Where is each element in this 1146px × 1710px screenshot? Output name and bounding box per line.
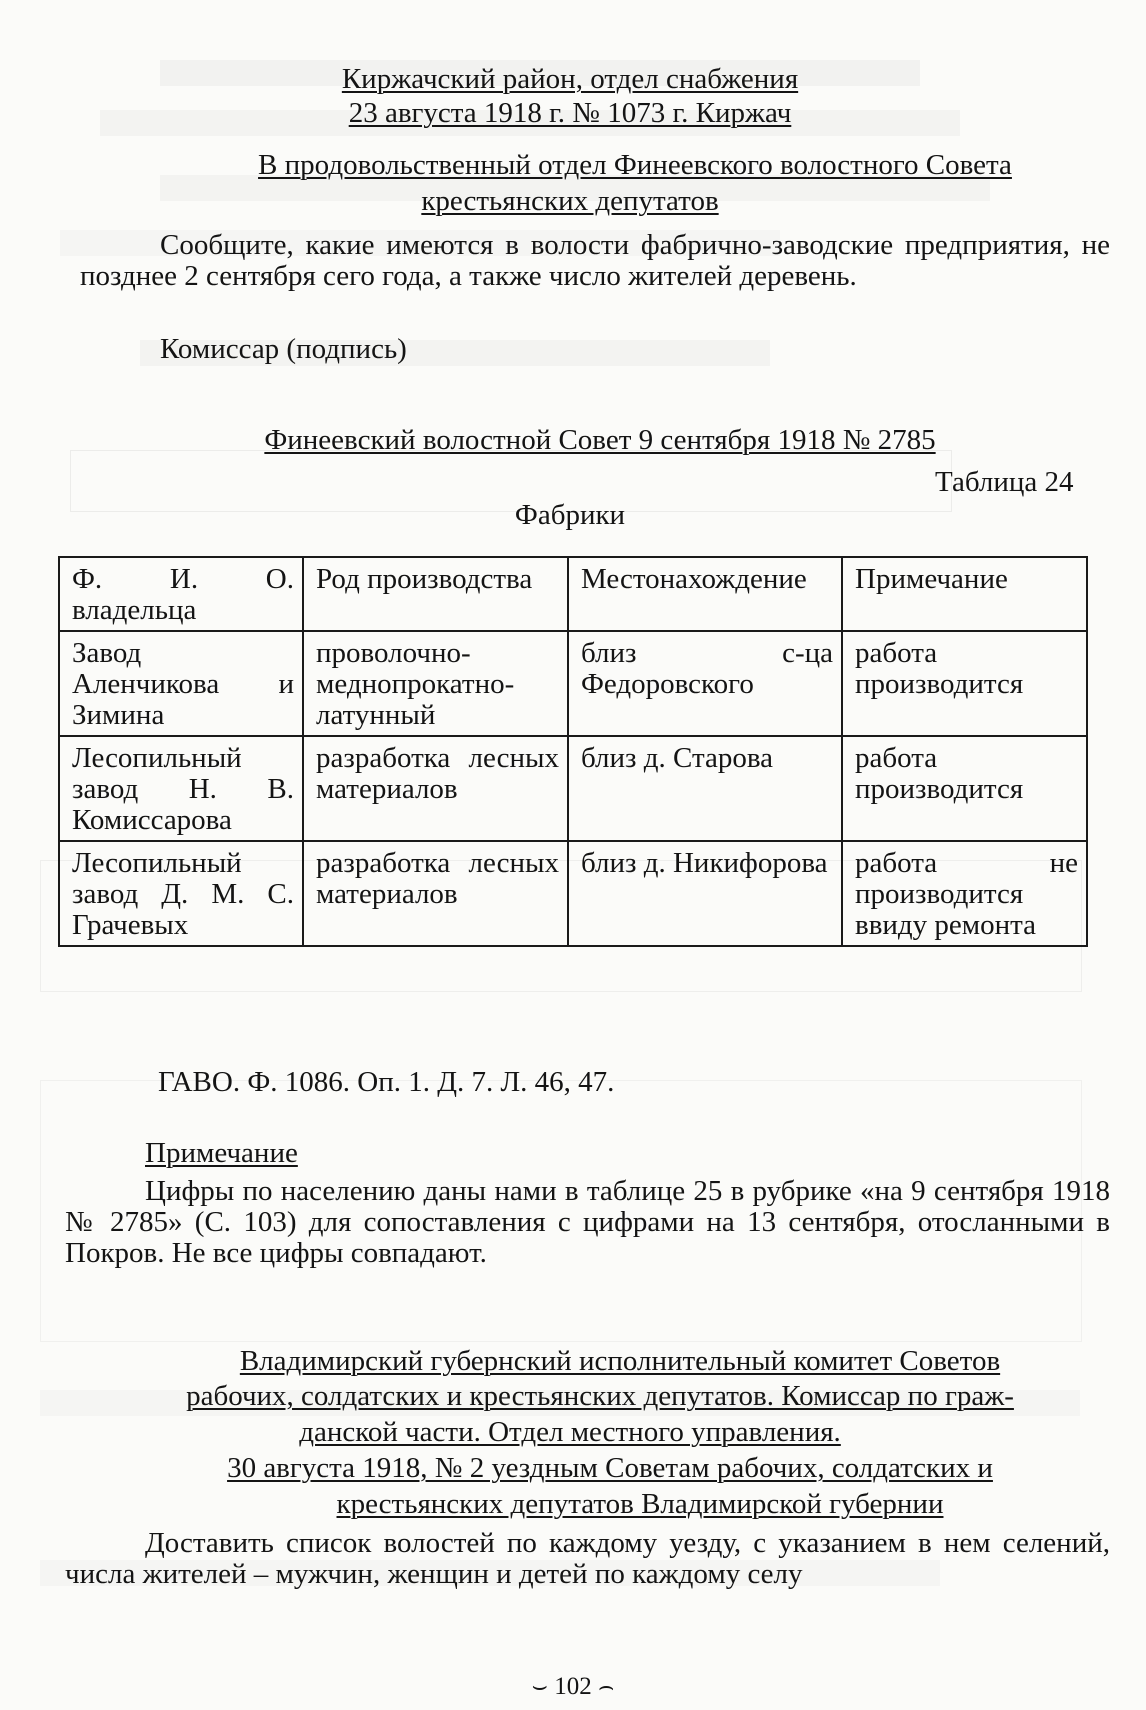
cell-production: проволочно-меднопрокатно-латунный [303,631,568,736]
table-row [59,631,1087,736]
doc3-body: Доставить список волостей по каждому уезду, с указанием в нем селений, числа жителей – мужчин, женщин и детей по каждому селу [65,1527,1110,1590]
column-header-location: Местонахождение [568,557,842,631]
doc1-header-line1: Киржачский район, отдел снабжения [341,63,799,95]
column-header-production: Род производства [303,557,568,631]
doc1-header-line4: крестьянских депутатов [421,185,719,217]
cell-owner: Завод Аленчикова и Зимина [59,631,303,736]
table-row [59,841,1087,946]
doc1-header-line2: 23 августа 1918 г. № 1073 г. Киржач [348,97,792,129]
note-text: Цифры по населению даны нами в таблице 25 в рубрике «на 9 сентября 1918 № 2785» (С. 103) для сопоставления с цифрами на 13 сентября, отосланными в Покров. Не все цифры совпадают. [65,1175,1110,1269]
archive-source: ГАВО. Ф. 1086. Оп. 1. Д. 7. Л. 46, 47. [158,1066,615,1098]
doc3-header-line3: данской части. Отдел местного управления. [299,1416,841,1448]
table-header-row [59,557,1087,631]
cell-owner: Лесопильный завод Д. М. С. Грачевых [59,841,303,946]
doc3-header-line1: Владимирский губернский исполнительный комитет Советов [239,1345,1001,1377]
column-header-owner: Ф. И. О. владельца [59,557,303,631]
cell-note: работа производится [842,736,1087,841]
cell-note: работа не производится ввиду ремонта [842,841,1087,946]
doc3-header-line2: рабочих, солдатских и крестьянских депутатов. Комиссар по граж- [186,1380,1014,1412]
doc2-heading: Финеевский волостной Совет 9 сентября 1918 № 2785 [264,424,936,456]
table-row [59,736,1087,841]
page-number-right-ornament: ⌢ [598,1673,615,1700]
cell-production: разработка лесных материалов [303,841,568,946]
page-number [0,1673,1146,1701]
doc3-header-line5: крестьянских депутатов Владимирской губернии [336,1488,944,1520]
column-header-note: Примечание [842,557,1087,631]
doc1-signature: Комиссар (подпись) [160,333,407,365]
cell-production: разработка лесных материалов [303,736,568,841]
cell-owner: Лесопильный завод Н. В. Комиссарова [59,736,303,841]
note-title: Примечание [145,1137,298,1169]
cell-location: близ с-ца Федоровского [568,631,842,736]
cell-location: близ д. Старова [568,736,842,841]
page-number-left-ornament: ⌣ [531,1673,548,1700]
factories-table [58,556,1088,947]
page-number-value: 102 [554,1673,592,1700]
table-caption: Фабрики [514,499,626,531]
doc1-header-line3: В продовольственный отдел Финеевского волостного Совета [258,149,1012,181]
doc1-body: Сообщите, какие имеются в волости фабрично-заводские предприятия, не позднее 2 сентября сего года, а также число жителей деревень. [80,229,1110,292]
cell-location: близ д. Никифорова [568,841,842,946]
table-number: Таблица 24 [935,466,1074,498]
doc3-header-line4: 30 августа 1918, № 2 уездным Советам рабочих, солдатских и [227,1452,993,1484]
cell-note: работа производится [842,631,1087,736]
